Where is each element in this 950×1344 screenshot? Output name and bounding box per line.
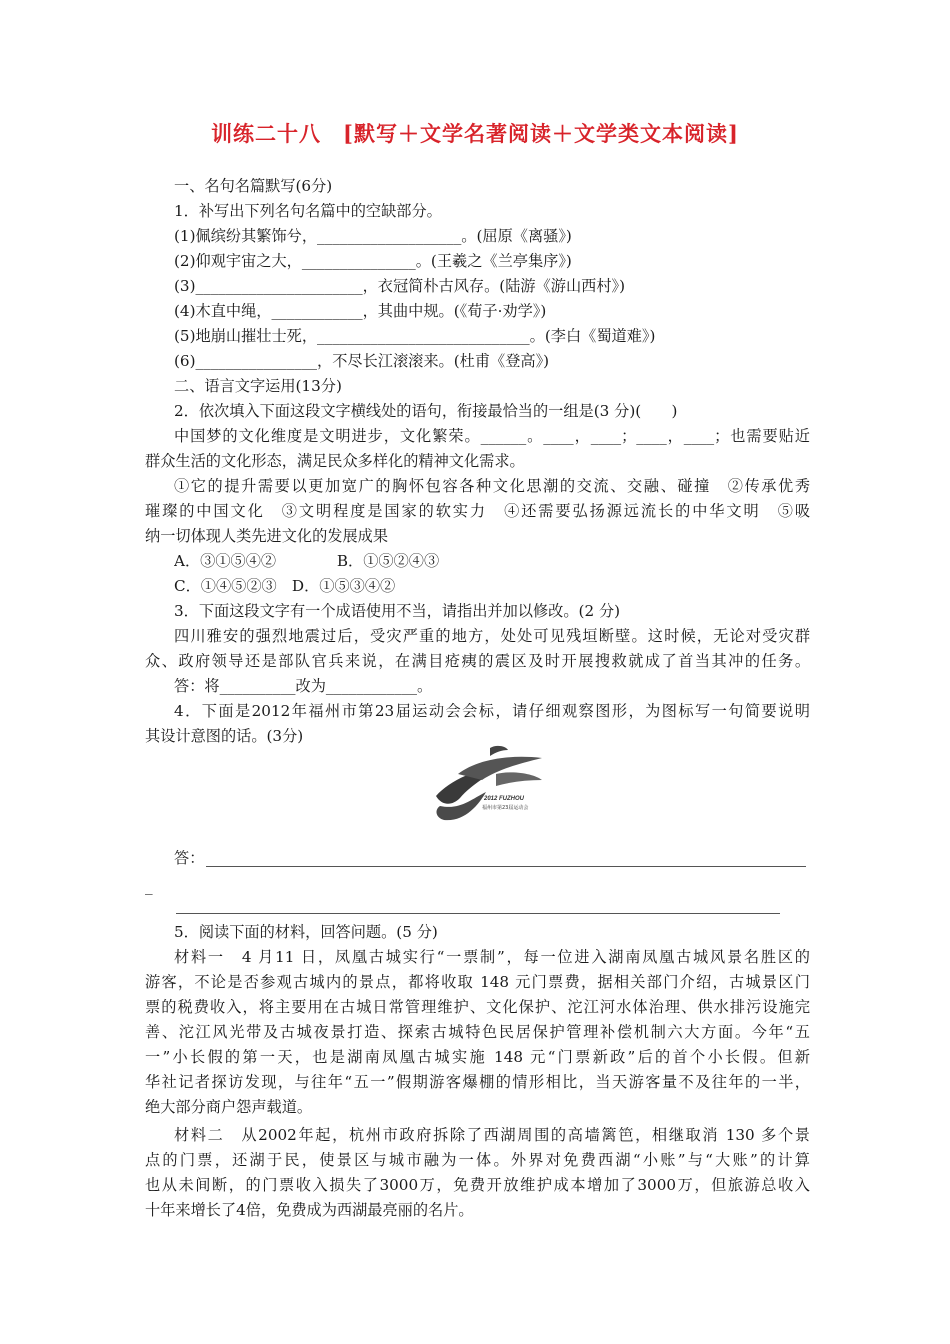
logo-caption-text: 福州市第23届运动会 [482, 805, 529, 811]
section-heading: 二、语言文字运用(13分) [174, 377, 342, 395]
material-2-line: 也从未间断，的门票收入损失了3000万，免费开放维护成本增加了3000万，但旅游总收入 [145, 1176, 810, 1194]
options-line: 璀璨的中国文化 ③文明程度是国家的软实力 ④还需要弘扬源远流长的中华文明 ⑤吸 [145, 502, 810, 520]
choice-cd: C．①④⑤②③ D．①⑤③④② [174, 577, 396, 595]
blank-item-4: (4)木直中绳，____________，其曲中规。(《荀子·劝学》) [174, 302, 547, 320]
question-3: 3．下面这段文字有一个成语使用不当，请指出并加以修改。(2 分) [174, 602, 621, 620]
choice-ab: A．③①⑤④② B．①⑤②④③ [174, 552, 440, 570]
answer-continuation-mark: _ [145, 877, 153, 895]
material-1-line: 一”小长假的第一天，也是湖南凤凰古城实施 148 元“门票新政”后的首个小长假。但新 [145, 1048, 810, 1066]
answer-line: 答：将__________改为____________。 [174, 677, 433, 695]
question-2: 2．依次填入下面这段文字横线处的语句，衔接最恰当的一组是(3 分)( ) [174, 402, 678, 420]
material-2-line: 点的门票，还湖于民，使景区与城市融为一体。外界对免费西湖“小账”与“大账”的计算 [145, 1151, 810, 1169]
answer-rule [176, 913, 780, 914]
blank-item-3: (3)______________________，衣冠简朴古风存。(陆游《游山西村》) [174, 277, 626, 295]
section-heading: 一、名句名篇默写(6分) [174, 177, 333, 195]
blank-item-1: (1)佩缤纷其繁饰兮，___________________。(屈原《离骚》) [174, 227, 572, 245]
material-2-line: 材料二 从2002年起，杭州市政府拆除了西湖周围的高墙篱笆，相继取消 130 多个景 [174, 1126, 810, 1144]
paragraph-line: 群众生活的文化形态，满足民众多样化的精神文化需求。 [145, 452, 525, 470]
answer-rule [206, 866, 806, 867]
paragraph-line: 中国梦的文化维度是文明进步，文化繁荣。______。____，____；____，____；也需要贴近 [174, 427, 810, 445]
material-1-line: 善、沱江风光带及古城夜景打造、探索古城特色民居保护管理补偿机制六大方面。今年“五 [145, 1023, 810, 1041]
blank-item-2: (2)仰观宇宙之大，_______________。(王羲之《兰亭集序》) [174, 252, 572, 270]
material-1-line: 游客，不论是否参观古城内的景点，都将收取 148 元门票费，据相关部门介绍，古城景区门 [145, 973, 810, 991]
question-1: 1．补写出下列名句名篇中的空缺部分。 [174, 202, 442, 220]
question-4-cont: 其设计意图的话。(3分) [145, 727, 304, 745]
logo-year-text: 2012 FUZHOU [484, 796, 525, 802]
answer-label: 答： [174, 849, 205, 867]
blank-item-5: (5)地崩山摧壮士死，____________________________。(李白《蜀道难》) [174, 327, 656, 345]
material-2-line: 十年来增长了4倍，免费成为西湖最亮丽的名片。 [145, 1201, 474, 1219]
material-1-line: 华社记者探访发现，与往年“五一”假期游客爆棚的情形相比，当天游客量不及往年的一半， [145, 1073, 810, 1091]
material-1-line: 材料一 4 月11 日，凤凰古城实行“一票制”，每一位进入湖南凤凰古城风景名胜区的 [174, 948, 810, 966]
question-4: 4．下面是2012年福州市第23届运动会会标，请仔细观察图形，为图标写一句简要说明 [174, 702, 810, 720]
games-logo-image [430, 740, 550, 825]
blank-item-6: (6)________________，不尽长江滚滚来。(杜甫《登高》) [174, 352, 550, 370]
page-title: 训练二十八 [默写＋文学名著阅读＋文学类文本阅读] [211, 121, 739, 146]
material-1-line: 票的税费收入，将主要用在古城日常管理维护、文化保护、沱江河水体治理、供水排污设施完 [145, 998, 810, 1016]
question-5: 5．阅读下面的材料，回答问题。(5 分) [174, 923, 438, 941]
options-line: 纳一切体现人类先进文化的发展成果 [145, 527, 388, 545]
paragraph-line: 四川雅安的强烈地震过后，受灾严重的地方，处处可见残垣断壁。这时候，无论对受灾群 [174, 627, 810, 645]
options-line: ①它的提升需要以更加宽广的胸怀包容各种文化思潮的交流、交融、碰撞 ②传承优秀 [174, 477, 810, 495]
material-1-line: 绝大部分商户怨声载道。 [145, 1098, 313, 1116]
paragraph-line: 众、政府领导还是部队官兵来说，在满目疮痍的震区及时开展搜救就成了首当其冲的任务。 [145, 652, 810, 670]
